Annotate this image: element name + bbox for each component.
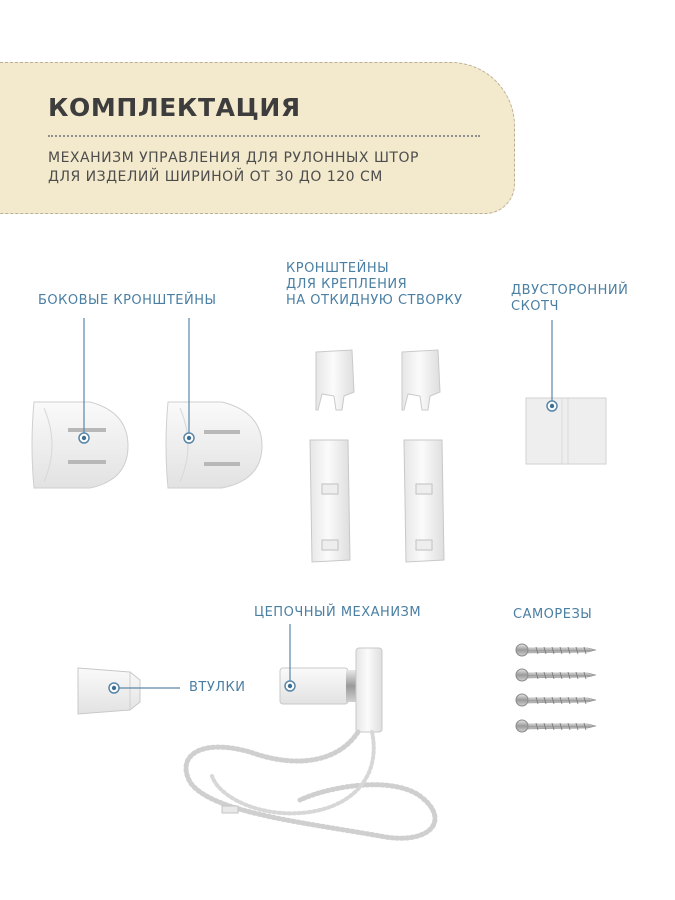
label-side-brackets: БОКОВЫЕ КРОНШТЕЙНЫ [38,293,217,308]
screws [516,644,596,732]
label-chain-mechanism: ЦЕПОЧНЫЙ МЕХАНИЗМ [254,605,422,620]
sash-bracket-cap-right [402,350,440,410]
sash-bracket-cap-left [316,350,354,410]
sash-bracket-long-left [310,440,350,562]
callout-double-tape [547,320,557,411]
sash-bracket-long-right [404,440,444,562]
bushing [78,668,140,714]
label-line: НА ОТКИДНУЮ СТВОРКУ [286,293,463,308]
label-line: СКОТЧ [511,299,559,314]
double-tape [526,398,606,464]
chain-mechanism [186,648,435,838]
subtitle-line: МЕХАНИЗМ УПРАВЛЕНИЯ ДЛЯ РУЛОННЫХ ШТОР [48,150,419,166]
label-bushings: ВТУЛКИ [189,680,246,695]
label-line: КРОНШТЕЙНЫ [286,261,390,276]
label-screws: САМОРЕЗЫ [513,607,593,622]
screw [516,720,596,732]
subtitle-line: ДЛЯ ИЗДЕЛИЙ ШИРИНОЙ ОТ 30 ДО 120 СМ [48,169,383,185]
side-bracket-left [32,402,128,488]
label-line: ДВУСТОРОННИЙ [511,283,629,298]
screw [516,694,596,706]
side-bracket-right [166,402,262,488]
page-title: КОМПЛЕКТАЦИЯ [48,93,301,122]
screw [516,669,596,681]
label-line: ДЛЯ КРЕПЛЕНИЯ [286,277,408,292]
screw [516,644,596,656]
